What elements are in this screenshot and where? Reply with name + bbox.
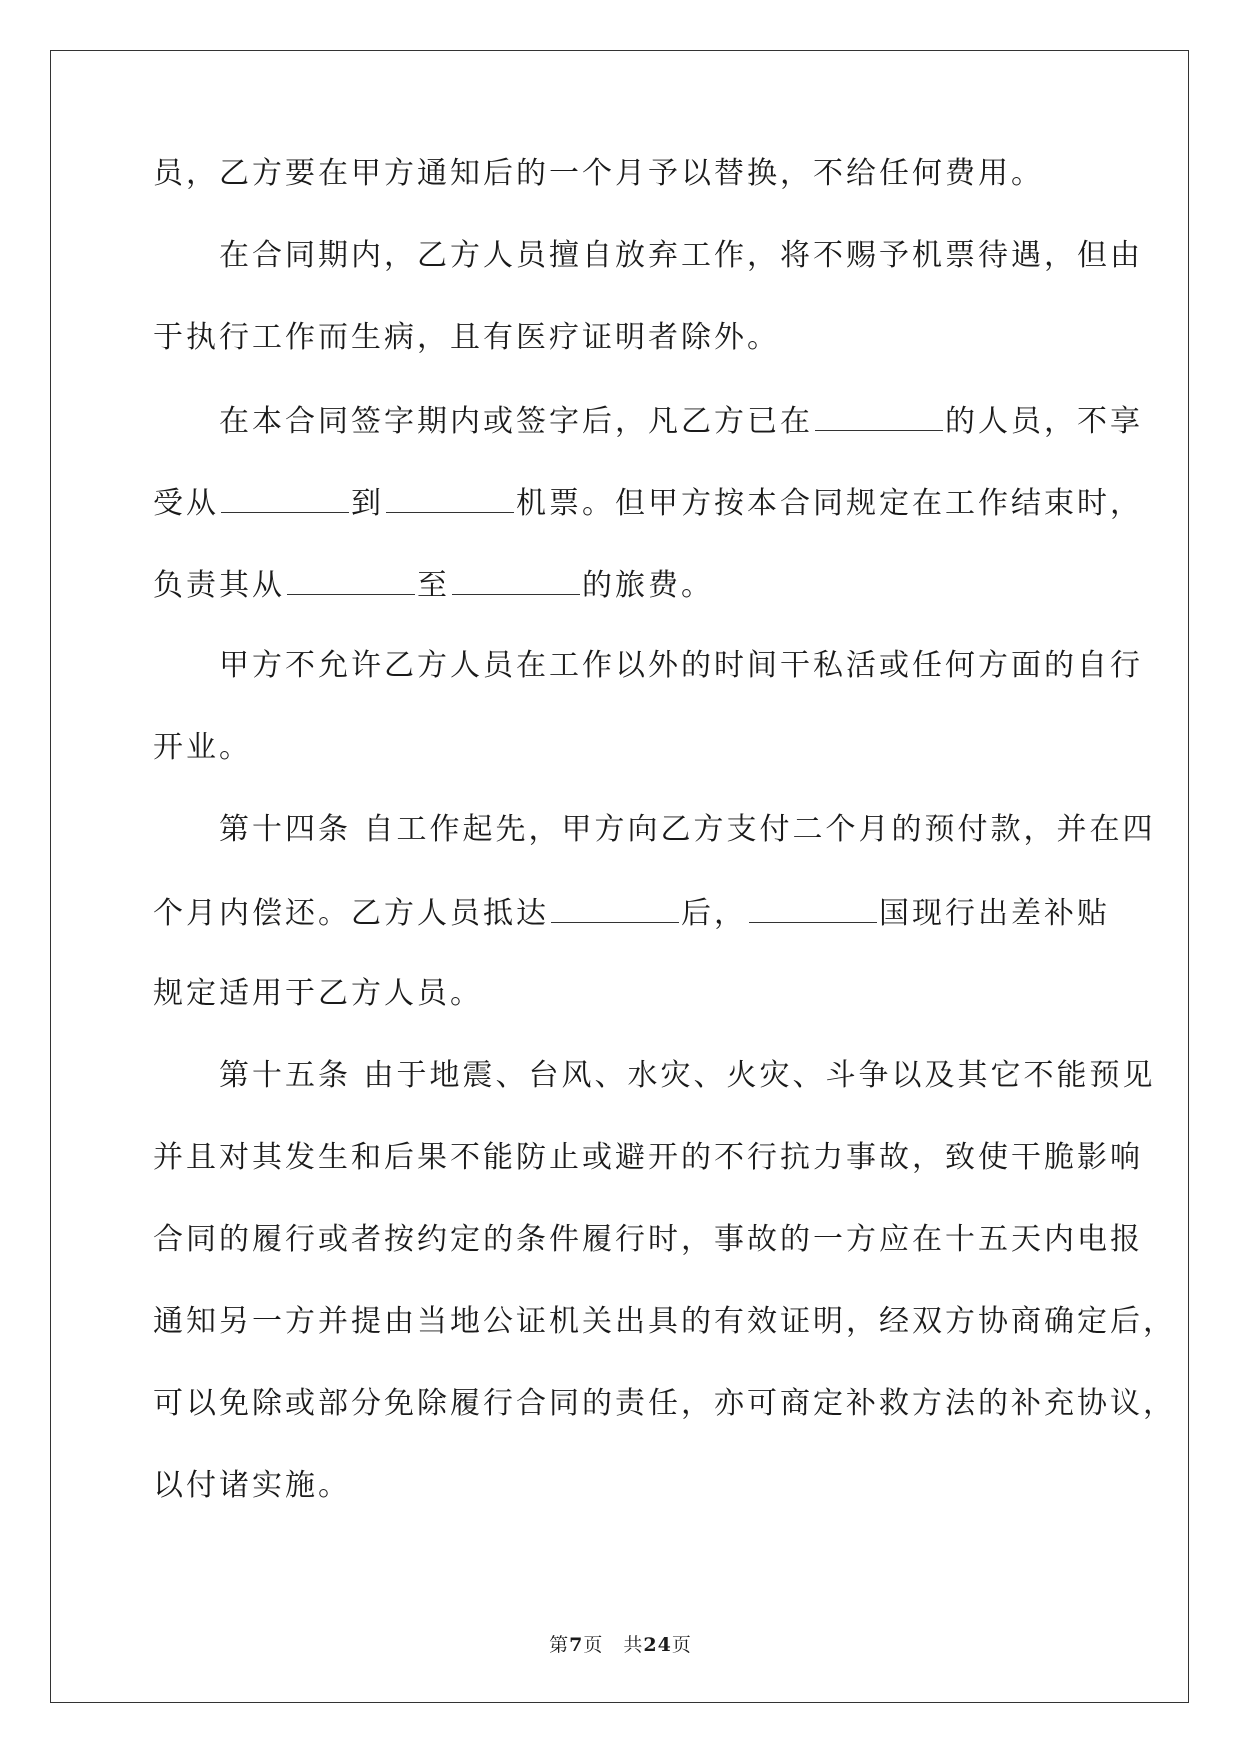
fill-in-blank [452, 568, 580, 595]
fill-in-blank [287, 568, 415, 595]
text-line-5 [153, 486, 1143, 568]
text-line-9: 第十四条 自工作起先，甲方向乙方支付二个月的预付款，并在四 [153, 812, 1156, 847]
document-body [153, 156, 1176, 1552]
text-segment: 的旅费。 [582, 568, 714, 603]
text-line-12: 第十五条 由于地震、台风、水灾、火灾、斗争以及其它不能预见 [153, 1058, 1156, 1093]
text-line-17: 以付诸实施。 [153, 1468, 351, 1503]
text-segment: 受从 [153, 486, 219, 521]
text-segment: 负责其从 [153, 568, 285, 603]
page-footer [0, 1630, 1241, 1657]
text-segment: 至 [417, 568, 450, 603]
text-segment: 后， [681, 896, 747, 931]
text-segment: 到 [351, 486, 384, 521]
fill-in-blank [749, 896, 877, 923]
total-page-count: 24 [643, 1634, 672, 1656]
fill-in-blank [815, 404, 943, 431]
text-segment: 的人员，不享 [945, 404, 1143, 439]
text-segment: 在本合同签字期内或签字后，凡乙方已在 [153, 404, 813, 439]
fill-in-blank [551, 896, 679, 923]
text-line-16: 可以免除或部分免除履行合同的责任，亦可商定补救方法的补充协议， [153, 1386, 1176, 1421]
text-line-8: 开业。 [153, 730, 252, 765]
fill-in-blank [221, 486, 349, 513]
text-line-1: 员，乙方要在甲方通知后的一个月予以替换，不给任何费用。 [153, 156, 1044, 191]
footer-suffix: 页 [671, 1634, 692, 1656]
text-line-14: 合同的履行或者按约定的条件履行时，事故的一方应在十五天内电报 [153, 1222, 1143, 1257]
text-line-3: 于执行工作而生病，且有医疗证明者除外。 [153, 320, 780, 355]
text-line-6 [153, 568, 1093, 650]
fill-in-blank [386, 486, 514, 513]
text-line-2: 在合同期内，乙方人员擅自放弃工作，将不赐予机票待遇，但由 [153, 238, 1143, 273]
text-segment: 个月内偿还。乙方人员抵达 [153, 896, 549, 931]
text-line-4 [153, 404, 1143, 486]
footer-mid: 页 共 [583, 1634, 644, 1656]
text-line-13: 并且对其发生和后果不能防止或避开的不行抗力事故，致使干脆影响 [153, 1140, 1143, 1175]
text-line-10 [153, 896, 1110, 978]
text-line-11: 规定适用于乙方人员。 [153, 976, 483, 1011]
text-line-7: 甲方不允许乙方人员在工作以外的时间干私活或任何方面的自行 [153, 648, 1143, 683]
text-line-15: 通知另一方并提由当地公证机关出具的有效证明，经双方协商确定后， [153, 1304, 1176, 1339]
text-segment: 机票。但甲方按本合同规定在工作结束时， [516, 486, 1143, 521]
current-page-number: 7 [569, 1634, 584, 1656]
footer-prefix: 第 [549, 1634, 570, 1656]
text-segment: 国现行出差补贴 [879, 896, 1110, 931]
